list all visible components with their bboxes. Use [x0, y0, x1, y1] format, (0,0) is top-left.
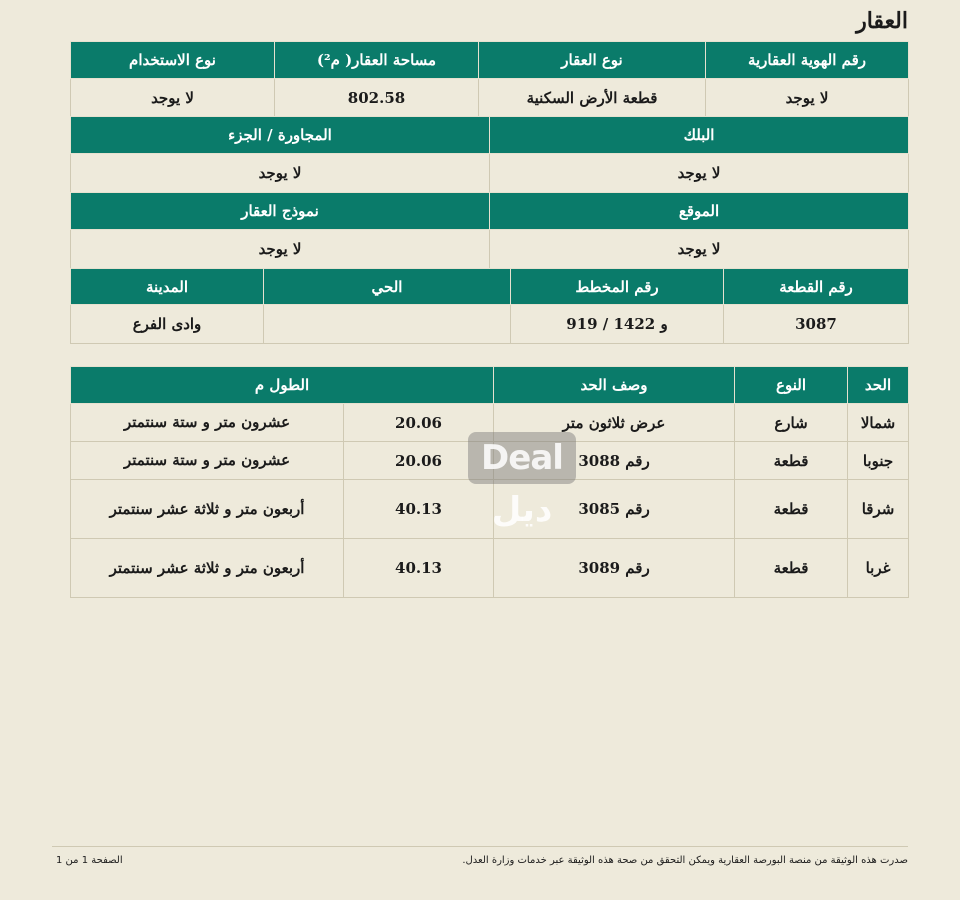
boundary-length: 20.06	[344, 442, 494, 480]
boundary-type: قطعة	[735, 442, 848, 480]
header-block: البلك	[490, 117, 909, 154]
header-boundary-desc: وصف الحد	[494, 367, 735, 404]
boundary-desc: رقم 3088	[494, 442, 735, 480]
header-property-id: رقم الهوية العقارية	[706, 42, 909, 79]
header-neighborhood-part: المجاورة / الجزء	[71, 117, 490, 154]
table-row	[71, 480, 909, 539]
header-district: الحي	[264, 269, 511, 305]
value-location: لا يوجد	[490, 230, 909, 269]
boundary-length-text: عشرون متر و ستة سنتمتر	[71, 404, 344, 442]
boundary-length: 40.13	[344, 539, 494, 598]
header-boundary-type: النوع	[735, 367, 848, 404]
value-district	[264, 305, 511, 344]
value-property-id: لا يوجد	[706, 79, 909, 117]
value-neighborhood-part: لا يوجد	[71, 154, 490, 193]
table-row	[71, 539, 909, 598]
deal-watermark-logo: Deal ديل	[468, 432, 576, 484]
boundary-length: 20.06	[344, 404, 494, 442]
boundary-type: قطعة	[735, 480, 848, 539]
plot-table	[70, 268, 909, 344]
property-info-table	[70, 41, 909, 117]
value-plan-number: 919 / و 1422	[511, 305, 724, 344]
boundary-side: جنوبا	[848, 442, 909, 480]
location-table	[70, 192, 909, 269]
footer-note: صدرت هذه الوثيقة من منصة البورصة العقارية ويمكن التحقق من صحة هذه الوثيقة عبر خدمات وزارة العدل.	[462, 855, 908, 866]
value-property-area: 802.58	[275, 79, 479, 117]
boundary-side: شمالا	[848, 404, 909, 442]
boundary-length: 40.13	[344, 480, 494, 539]
value-usage-type: لا يوجد	[71, 79, 275, 117]
boundary-side: شرقا	[848, 480, 909, 539]
header-property-type: نوع العقار	[479, 42, 706, 79]
page-title: العقار	[856, 8, 908, 34]
boundary-length-text: أربعون متر و ثلاثة عشر سنتمتر	[71, 480, 344, 539]
boundary-type: شارع	[735, 404, 848, 442]
header-property-model: نموذج العقار	[71, 193, 490, 230]
value-block: لا يوجد	[490, 154, 909, 193]
value-property-type: قطعة الأرض السكنية	[479, 79, 706, 117]
boundary-desc: رقم 3089	[494, 539, 735, 598]
block-table	[70, 116, 909, 193]
header-plan-number: رقم المخطط	[511, 269, 724, 305]
boundary-desc: عرض ثلاثون متر	[494, 404, 735, 442]
boundary-desc: رقم 3085	[494, 480, 735, 539]
header-boundary: الحد	[848, 367, 909, 404]
boundary-length-text: أربعون متر و ثلاثة عشر سنتمتر	[71, 539, 344, 598]
header-city: المدينة	[71, 269, 264, 305]
header-location: الموقع	[490, 193, 909, 230]
header-property-area: مساحة العقار( م²)	[275, 42, 479, 79]
boundary-length-text: عشرون متر و ستة سنتمتر	[71, 442, 344, 480]
page-number: الصفحة 1 من 1	[56, 855, 123, 866]
boundary-type: قطعة	[735, 539, 848, 598]
value-property-model: لا يوجد	[71, 230, 490, 269]
header-length: الطول م	[71, 367, 494, 404]
boundary-side: غربا	[848, 539, 909, 598]
footer-divider	[52, 846, 908, 847]
header-usage-type: نوع الاستخدام	[71, 42, 275, 79]
value-city: وادى الفرع	[71, 305, 264, 344]
header-plot-number: رقم القطعة	[724, 269, 909, 305]
value-plot-number: 3087	[724, 305, 909, 344]
